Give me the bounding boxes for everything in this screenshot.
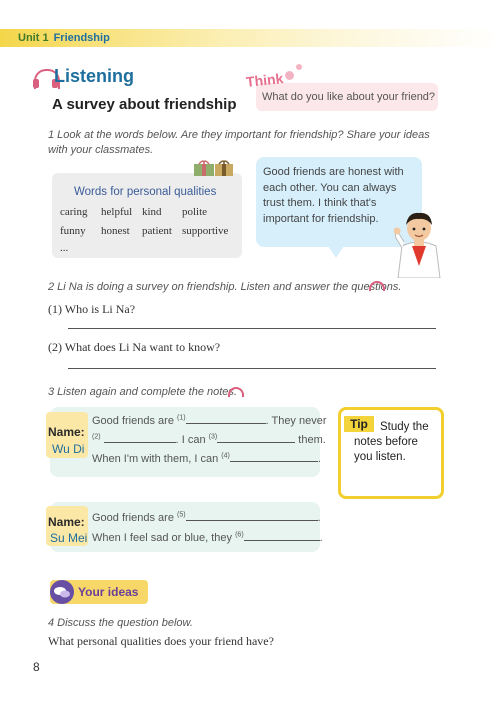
word-item: supportive xyxy=(182,225,229,237)
blank-1[interactable] xyxy=(186,413,266,424)
tip-label: Tip xyxy=(344,416,374,432)
question-3: 3 Listen again and complete the notes. xyxy=(48,386,237,398)
page-number: 8 xyxy=(33,660,40,674)
question-2: 2 Li Na is doing a survey on friendship. Listen and answer the questions. xyxy=(48,281,402,293)
word-item: caring xyxy=(60,206,88,218)
unit-label: Unit 1 xyxy=(18,32,49,44)
headphone-left-cup xyxy=(33,79,39,88)
note-line-5: Good friends are $^{(5)}$ . xyxy=(92,511,321,524)
question-2-1: (1) Who is Li Na? xyxy=(48,302,136,316)
your-ideas-label: Your ideas xyxy=(78,585,139,599)
gift-icon xyxy=(214,160,236,176)
speech-bubble-tail xyxy=(328,246,344,258)
headphone-icon xyxy=(228,387,244,397)
blank-6[interactable] xyxy=(244,530,320,541)
word-etc: ... xyxy=(60,242,69,254)
speech-text: Good friends are honest with each other. You can always trust them. I think that's important for friendship. xyxy=(263,166,404,225)
unit-header xyxy=(18,32,110,44)
blank-3[interactable] xyxy=(217,432,295,443)
name-label: Name: xyxy=(48,425,85,439)
think-label: Think xyxy=(245,70,285,90)
note-line-3: When I'm with them, I can $^{(4)}$ . xyxy=(92,452,321,465)
headphone-icon xyxy=(369,281,385,291)
unit-topic: Friendship xyxy=(53,32,110,44)
note-line-2: $^{(2)}$ . I can $^{(3)}$ them. xyxy=(92,433,326,446)
word-item: kind xyxy=(142,206,162,218)
note-line-6: When I feel sad or blue, they $^{(6)}$ . xyxy=(92,531,323,544)
question-1: 1 Look at the words below. Are they important for friendship? Share your ideas with your classmates. xyxy=(48,129,430,156)
note-line-1: Good friends are $^{(1)}$ . They never xyxy=(92,414,327,427)
name-value: Wu Di xyxy=(52,442,85,456)
answer-line[interactable] xyxy=(68,328,436,329)
section-subtitle: A survey about friendship xyxy=(52,96,237,113)
word-item: polite xyxy=(182,206,208,218)
gift-icon xyxy=(193,160,215,176)
word-item: helpful xyxy=(101,206,133,218)
name-label: Name: xyxy=(48,515,85,529)
blank-5[interactable] xyxy=(186,510,318,521)
words-box-title: Words for personal qualities xyxy=(74,186,217,198)
answer-line[interactable] xyxy=(68,368,436,369)
blank-4[interactable] xyxy=(230,451,318,462)
tip-text: Study the notes before you listen. xyxy=(354,421,429,463)
question-4: 4 Discuss the question below. xyxy=(48,617,193,629)
word-item: patient xyxy=(142,225,172,237)
question-4-prompt: What personal qualities does your friend have? xyxy=(48,634,274,648)
think-bubble-dot xyxy=(296,64,302,70)
boy-illustration xyxy=(394,208,444,283)
section-title: Listening xyxy=(54,66,134,86)
speech-bubbles-icon xyxy=(50,580,74,604)
think-bubble-dot xyxy=(285,71,294,80)
word-item: honest xyxy=(101,225,130,237)
question-2-2: (2) What does Li Na want to know? xyxy=(48,340,221,354)
think-question: What do you like about your friend? xyxy=(262,91,436,103)
name-value: Su Mei xyxy=(50,531,88,545)
blank-2[interactable] xyxy=(104,432,176,443)
word-item: funny xyxy=(60,225,86,237)
